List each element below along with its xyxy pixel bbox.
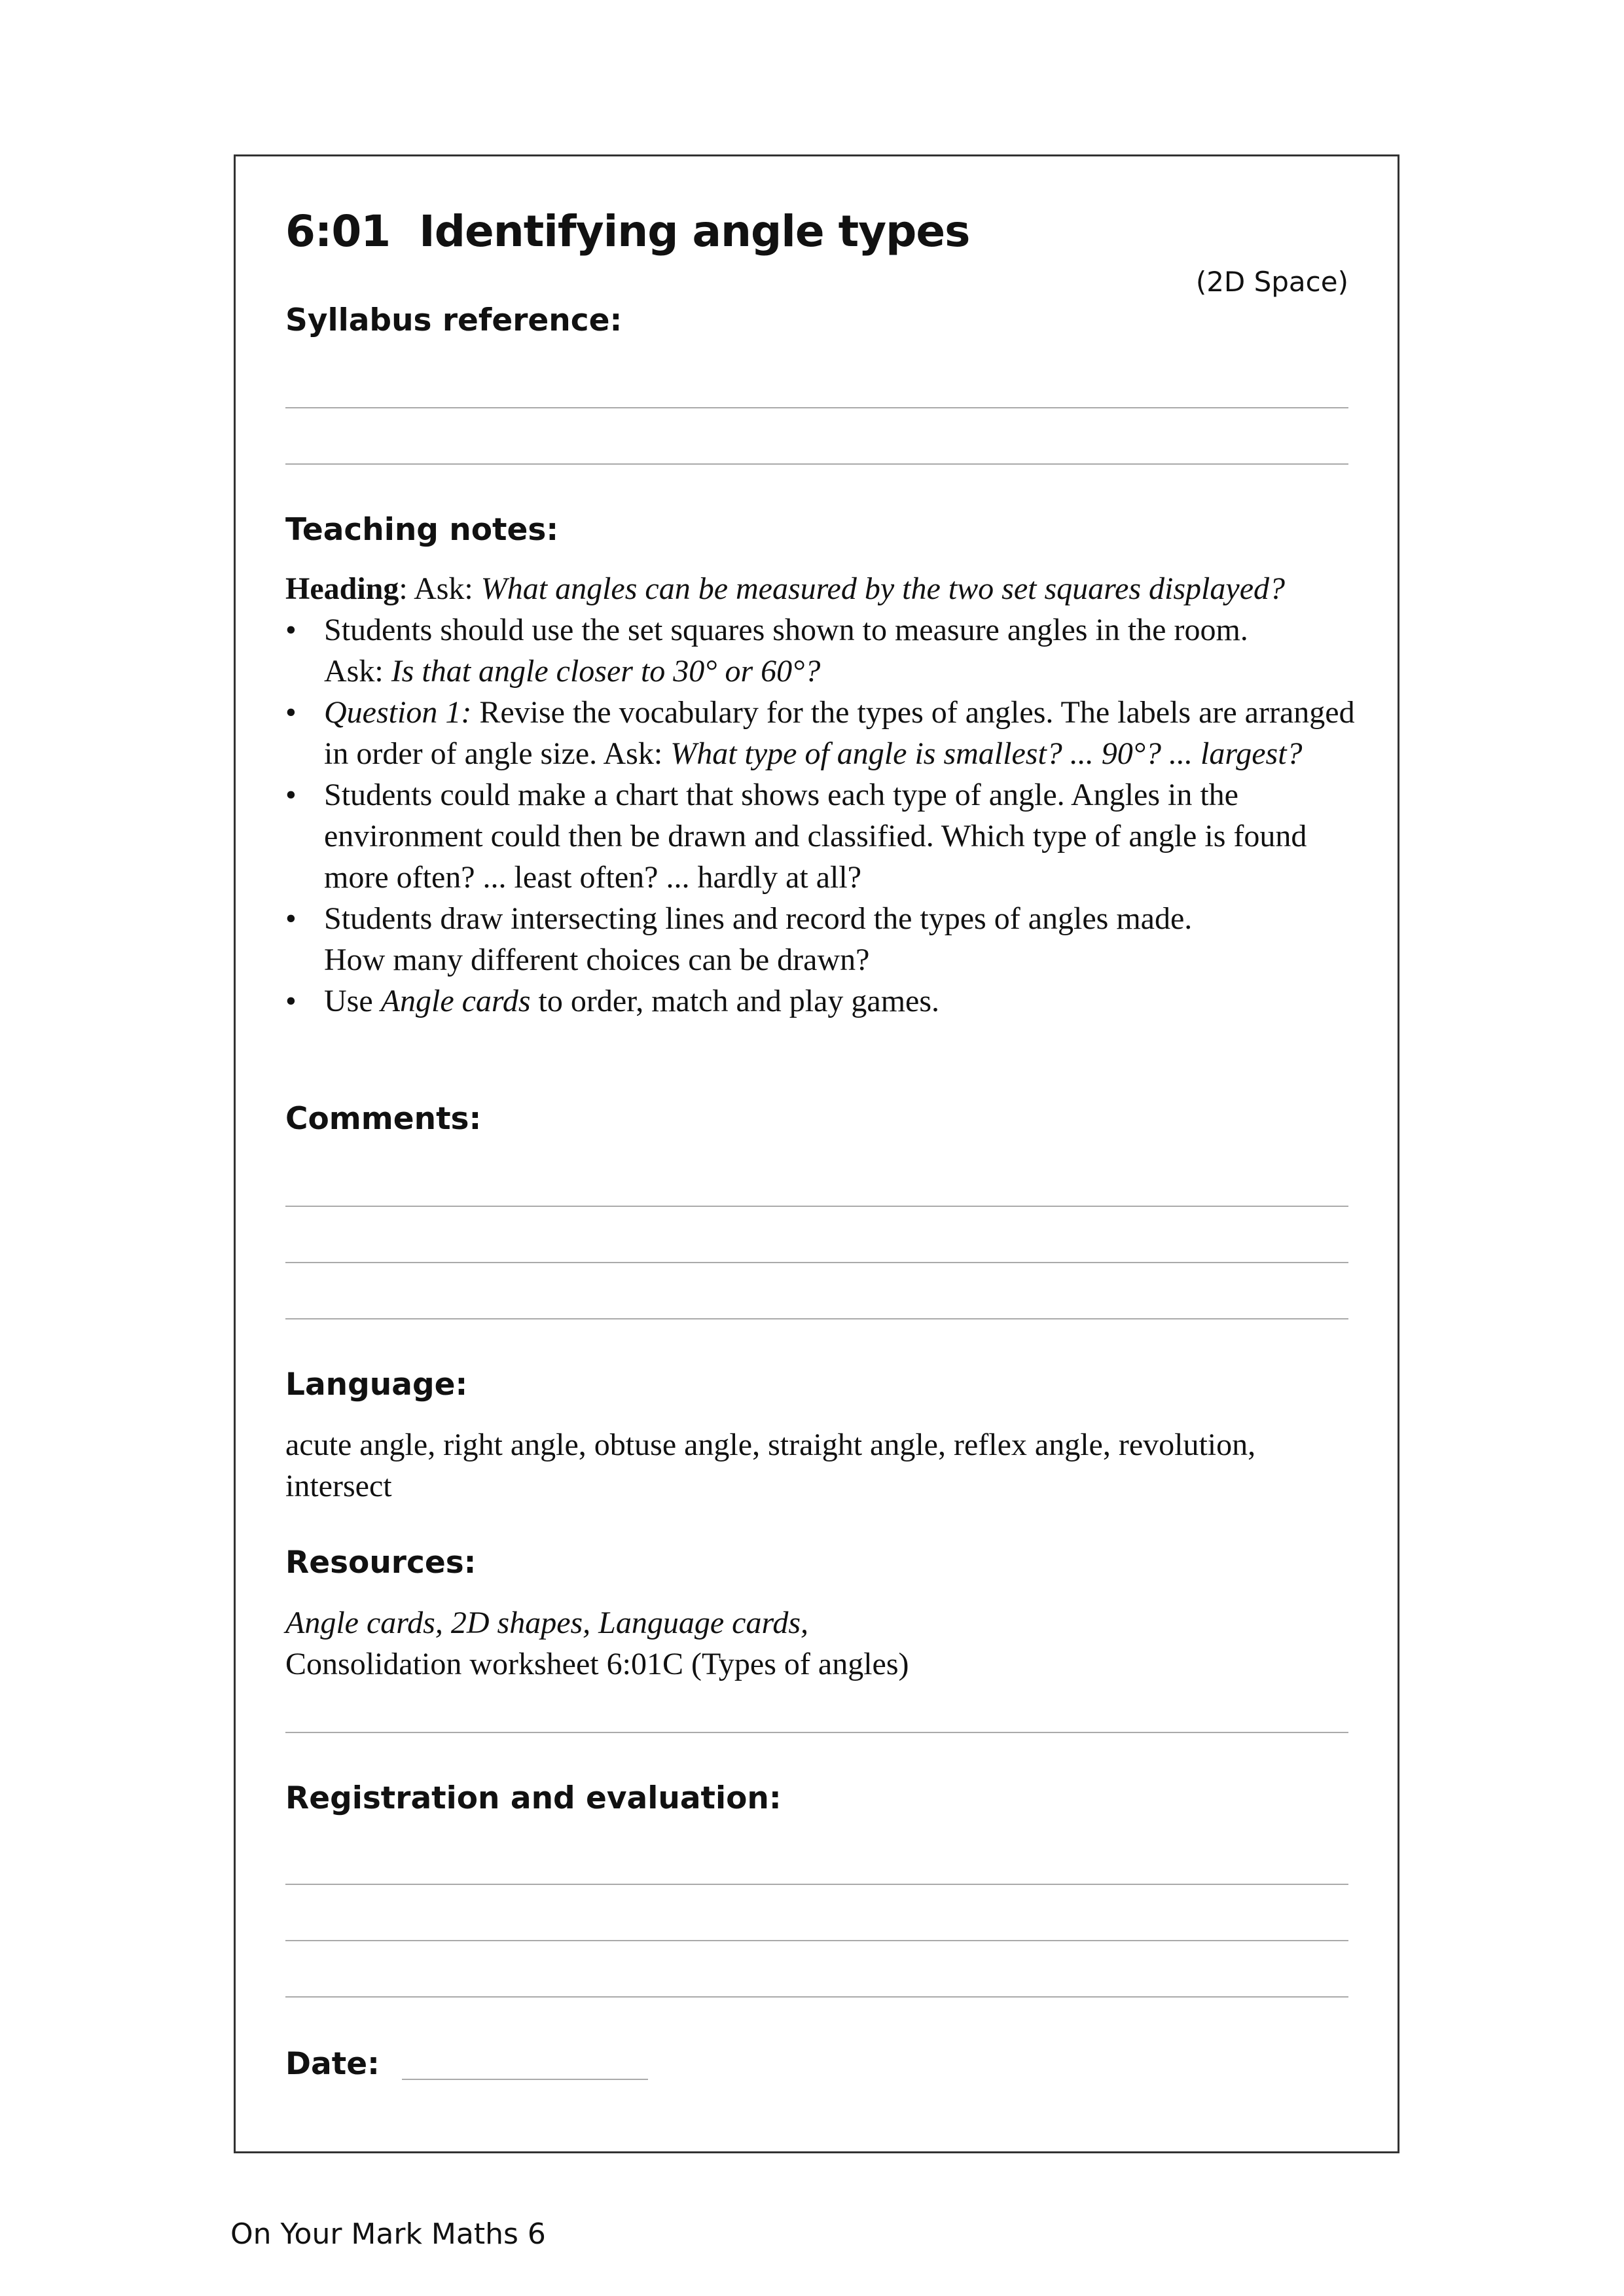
- comments-line-1[interactable]: [285, 1206, 1348, 1207]
- lesson-title: Identifying angle types: [419, 206, 970, 257]
- syllabus-line-1[interactable]: [285, 407, 1348, 408]
- syllabus-line-2[interactable]: [285, 463, 1348, 465]
- list-item: • Students draw intersecting lines and record the types of angles made. How many different choices can be drawn?: [285, 898, 1359, 980]
- list-item: • Use Angle cards to order, match and play games.: [285, 980, 1359, 1022]
- strand-label: (2D Space): [1195, 266, 1348, 298]
- comments-line-2[interactable]: [285, 1262, 1348, 1263]
- list-item: • Question 1: Revise the vocabulary for the types of angles. The labels are arranged in order of angle size. Ask: What type of angle is smallest? ... 90°? ... largest?: [285, 692, 1359, 774]
- teaching-notes-heading: Teaching notes:: [285, 512, 559, 548]
- registration-line-3[interactable]: [285, 1996, 1348, 1998]
- list-item: • Students could make a chart that shows each type of angle. Angles in the environment could then be drawn and classified. Which type of angle is found more often? ... least often? ... hardly at all?: [285, 774, 1359, 898]
- list-item: • Students should use the set squares shown to measure angles in the room. Ask: Is that angle closer to 30° or 60°?: [285, 609, 1359, 692]
- teaching-notes-list: [285, 609, 1359, 1022]
- resources-text: Angle cards, 2D shapes, Language cards, Consolidation worksheet 6:01C (Types of angles): [285, 1605, 909, 1681]
- page-frame: [234, 154, 1399, 2153]
- language-heading: Language:: [285, 1367, 468, 1403]
- resources-line[interactable]: [285, 1732, 1348, 1733]
- comments-heading: Comments:: [285, 1101, 482, 1137]
- date-heading: Date:: [285, 2046, 380, 2082]
- language-text: acute angle, right angle, obtuse angle, straight angle, reflex angle, revolution, intersect: [285, 1427, 1256, 1503]
- resources-heading: Resources:: [285, 1545, 477, 1581]
- page-title: [285, 208, 969, 256]
- registration-line-2[interactable]: [285, 1940, 1348, 1941]
- lesson-number: 6:01: [285, 206, 391, 257]
- teaching-notes: [285, 568, 1359, 1022]
- footer-text: On Your Mark Maths 6: [230, 2217, 546, 2251]
- comments-line-3[interactable]: [285, 1318, 1348, 1319]
- date-field-line[interactable]: [402, 2079, 648, 2080]
- syllabus-heading: Syllabus reference:: [285, 302, 623, 338]
- registration-heading: Registration and evaluation:: [285, 1780, 782, 1816]
- teaching-heading-note: Heading: Ask: What angles can be measured by the two set squares displayed?: [285, 571, 1285, 606]
- registration-line-1[interactable]: [285, 1884, 1348, 1885]
